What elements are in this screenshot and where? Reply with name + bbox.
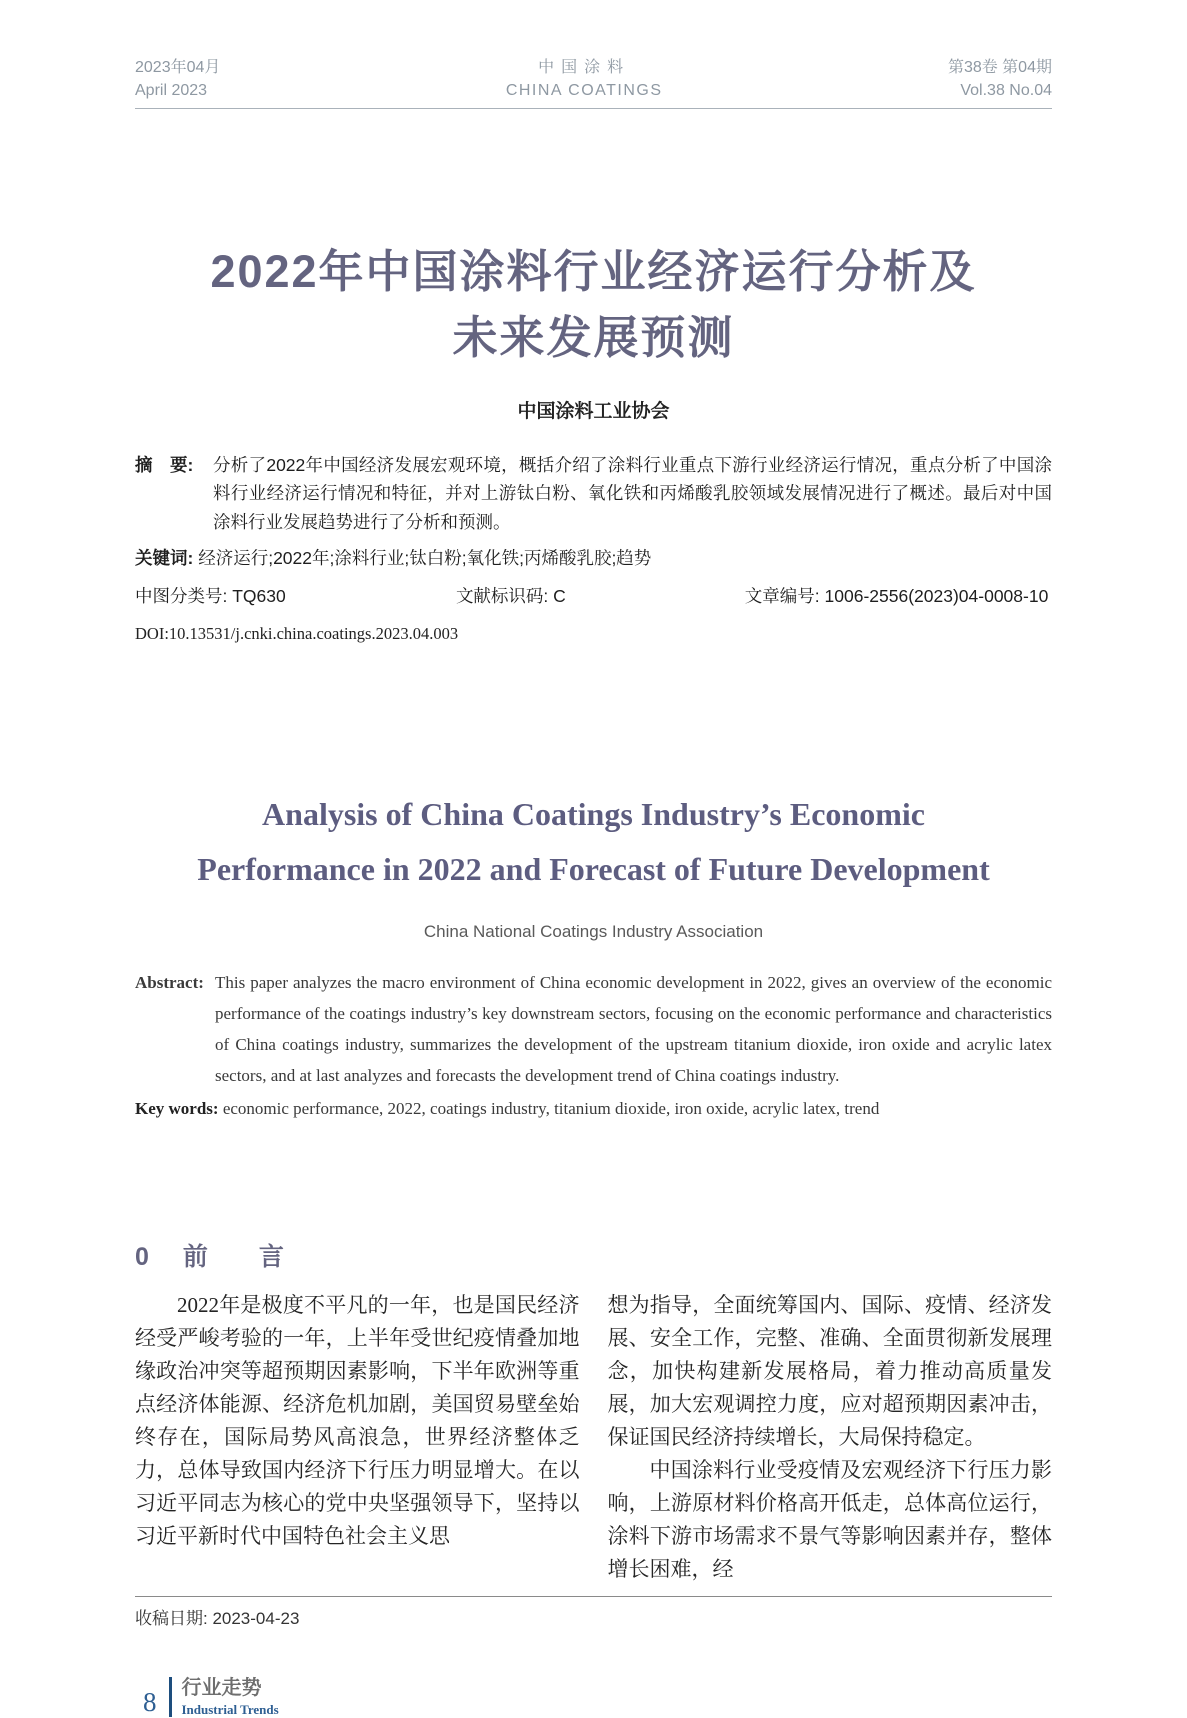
footer-column-name: [182, 1677, 279, 1718]
abstract-label-cn: 摘 要:: [135, 454, 199, 475]
journal-name-cn: 中国涂料: [538, 59, 631, 76]
article-title-en-line1: Analysis of China Coatings Industry’s Economic: [262, 796, 925, 833]
doi: DOI:10.13531/j.cnki.china.coatings.2023.04.003: [135, 623, 459, 643]
page-number: 8: [143, 1686, 157, 1717]
abstract-label-en: Abstract:: [135, 973, 209, 993]
article-title-cn-line2: 未来发展预测: [452, 311, 735, 363]
volume-cn: 第38卷 第04期: [947, 59, 1052, 76]
intro-paragraph-1-continued: 想为指导，全面统筹国内、国际、疫情、经济发展、安全工作，完整、准确、全面贯彻新发展理念，加快构建新发展格局，着力推动高质量发展，加大宏观调控力度，应对超预期因素冲击，保证国民经济持续增长，大局保持稳定。: [607, 1292, 1052, 1449]
article-title-cn-line1: 2022年中国涂料行业经济运行分析及: [210, 246, 977, 298]
page-footer: [135, 1677, 1052, 1718]
received-date-footnote: 收稿日期: 2023-04-23: [135, 1596, 1052, 1629]
date-en: April 2023: [135, 82, 208, 100]
keywords-text-en: economic performance, 2022, coatings industry, titanium dioxide, iron oxide, acrylic latex, trend: [222, 1098, 880, 1118]
intro-paragraph-1: 2022年是极度不平凡的一年，也是国民经济经受严峻考验的一年，上半年受世纪疫情叠加地缘政治冲突等超预期因素影响，下半年欧洲等重点经济体能源、经济危机加剧，美国贸易壁垒始终存在，国际局势风高浪急，世界经济整体乏力，总体导致国内经济下行压力明显增大。在以习近平同志为核心的党中央坚强领导下，坚持以习近平新时代中国特色社会主义思: [135, 1292, 580, 1548]
intro-paragraph-2: 中国涂料行业受疫情及宏观经济下行压力影响，上游原材料价格高开低走，总体高位运行，涂料下游市场需求不景气等影响因素并存，整体增长困难，经: [607, 1457, 1052, 1581]
section-title: 前 言: [182, 1242, 306, 1271]
meta-block-cn: [135, 451, 1052, 647]
article-title-en: [135, 787, 1052, 896]
intro-columns: [135, 1289, 1052, 1586]
column-name-en: Industrial Trends: [181, 1701, 279, 1717]
meta-block-en: [135, 968, 1052, 1125]
document-code: 文献标识码: C: [455, 586, 566, 607]
abstract-text-cn: 分析了2022年中国经济发展宏观环境，概括介绍了涂料行业重点下游行业经济运行情况，重点分析了中国涂料行业经济运行情况和特征，并对上游钛白粉、氧化铁和丙烯酸乳胶领域发展情况进行了概述。最后对中国涂料行业发展趋势进行了分析和预测。: [213, 454, 1052, 532]
abstract-text-en: This paper analyzes the macro environment of China economic development in 2022, gives an overview of the economic performance of the coatings industry’s key downstream sectors, focusing on the economic performance and characteristics of China coatings industry, summarizes the development of the upstream titanium dioxide, iron oxide and acrylic latex sectors, and at last analyzes and forecasts the development trend of China coatings industry.: [215, 973, 1052, 1085]
running-head-volume: [948, 56, 1052, 102]
author-cn: 中国涂料工业协会: [517, 400, 670, 422]
keywords-cn: [135, 544, 1052, 572]
classification-row: [135, 582, 1052, 610]
running-head: [135, 56, 1052, 109]
article-title-en-line2: Performance in 2022 and Forecast of Future Development: [197, 850, 990, 887]
clc-number: 中图分类号: TQ630: [135, 586, 286, 607]
article-id: 文章编号: 1006-2556(2023)04-0008-10: [744, 586, 1049, 607]
date-cn: 2023年04月: [135, 59, 221, 76]
journal-name-en: CHINA COATINGS: [505, 82, 663, 100]
running-head-journal: [506, 56, 663, 102]
keywords-label-en: Key words:: [135, 1098, 223, 1118]
volume-en: Vol.38 No.04: [960, 82, 1052, 100]
author-en: China National Coatings Industry Association: [423, 922, 764, 942]
running-head-date: [135, 56, 220, 102]
article-title-cn: [135, 239, 1052, 370]
keywords-label-cn: 关键词:: [135, 547, 199, 568]
column-name-cn: 行业走势: [181, 1676, 262, 1699]
intro-left-column: [135, 1289, 580, 1586]
abstract-cn: [135, 451, 1052, 536]
abstract-en: [135, 968, 1052, 1092]
keywords-en: [135, 1094, 1052, 1125]
keywords-text-cn: 经济运行;2022年;涂料行业;钛白粉;氧化铁;丙烯酸乳胶;趋势: [198, 547, 652, 568]
section-heading-intro: [135, 1237, 1052, 1273]
intro-right-column: [608, 1289, 1053, 1586]
footer-divider-bar: [169, 1677, 172, 1717]
section-number: 0: [135, 1242, 149, 1271]
